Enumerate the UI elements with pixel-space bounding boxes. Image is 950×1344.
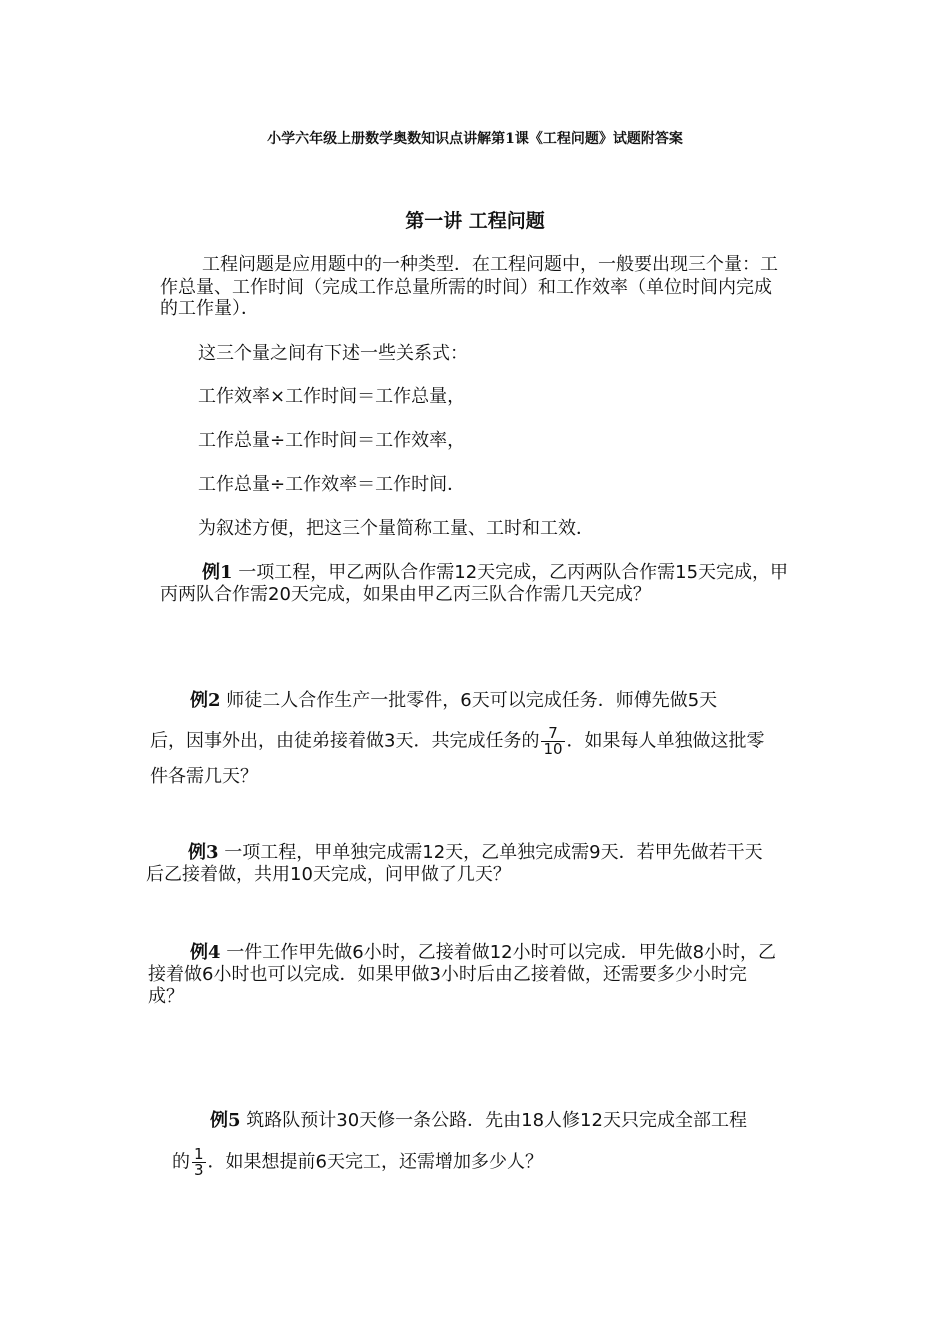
example-4-line-1 [190,942,776,964]
fraction-denominator: 10 [543,740,563,758]
example-2-text-a: 后，因事外出，由徒弟接着做3天．共完成任务的 [150,730,540,752]
formula-3: 工作总量÷工作效率＝工作时间． [198,474,466,495]
example-5-text: 筑路队预计30天修一条公路．先由18人修12天只完成全部工程 [240,1110,747,1131]
example-5-line-2 [172,1147,543,1178]
example-3-text: 一项工程，甲单独完成需12天，乙单独完成需9天．若甲先做若干天 [218,842,763,863]
relations-intro: 这三个量之间有下述一些关系式： [198,343,468,364]
example-5-label: 例5 [210,1110,241,1131]
fraction-numerator: 7 [541,726,564,742]
abbreviation-note: 为叙述方便，把这三个量简称工量、工时和工效． [198,518,594,539]
intro-line-1: 工程问题是应用题中的一种类型．在工程问题中，一般要出现三个量：工 [202,254,778,275]
fraction-denominator: 3 [194,1161,204,1179]
example-2-text-b: ．如果每人单独做这批零 [566,730,765,752]
example-2-line-1 [190,690,717,712]
intro-line-3: 的工作量）． [160,298,259,319]
example-2-label: 例2 [190,690,221,711]
document-title: 小学六年级上册数学奥数知识点讲解第1课《工程问题》试题附答案 [267,131,683,147]
example-1-label: 例1 [202,562,233,583]
example-3-line-2: 后乙接着做，共用10天完成，问甲做了几天？ [146,864,511,885]
example-4-label: 例4 [190,942,221,963]
fraction-one-third [192,1147,206,1178]
example-1-text: 一项工程，甲乙两队合作需12天完成，乙丙两队合作需15天完成，甲 [232,562,789,583]
example-5-text-a: 的 [172,1151,190,1173]
example-1-line-1 [202,562,788,584]
example-3-line-1 [188,842,763,864]
lecture-title: 第一讲 工程问题 [405,210,545,232]
fraction-seven-tenths [541,726,564,757]
formula-2: 工作总量÷工作时间＝工作效率， [198,430,466,451]
fraction-numerator: 1 [194,1145,204,1163]
formula-1: 工作效率×工作时间＝工作总量， [198,386,466,407]
example-3-label: 例3 [188,842,219,863]
example-5-line-1 [210,1110,747,1132]
example-5-text-b: ．如果想提前6天完工，还需增加多少人？ [207,1151,543,1173]
example-1-line-2: 丙两队合作需20天完成，如果由甲乙丙三队合作需几天完成？ [160,584,651,605]
example-4-text: 一件工作甲先做6小时，乙接着做12小时可以完成．甲先做8小时，乙 [220,942,777,963]
example-4-line-2: 接着做6小时也可以完成．如果甲做3小时后由乙接着做，还需要多少小时完 [148,964,747,985]
intro-line-2: 作总量、工作时间（完成工作总量所需的时间）和工作效率（单位时间内完成 [160,277,772,298]
example-2-text: 师徒二人合作生产一批零件，6天可以完成任务．师傅先做5天 [220,690,718,711]
example-2-line-3: 件各需几天？ [150,766,258,787]
example-4-line-3: 成？ [148,986,184,1007]
example-2-line-2 [150,726,765,757]
